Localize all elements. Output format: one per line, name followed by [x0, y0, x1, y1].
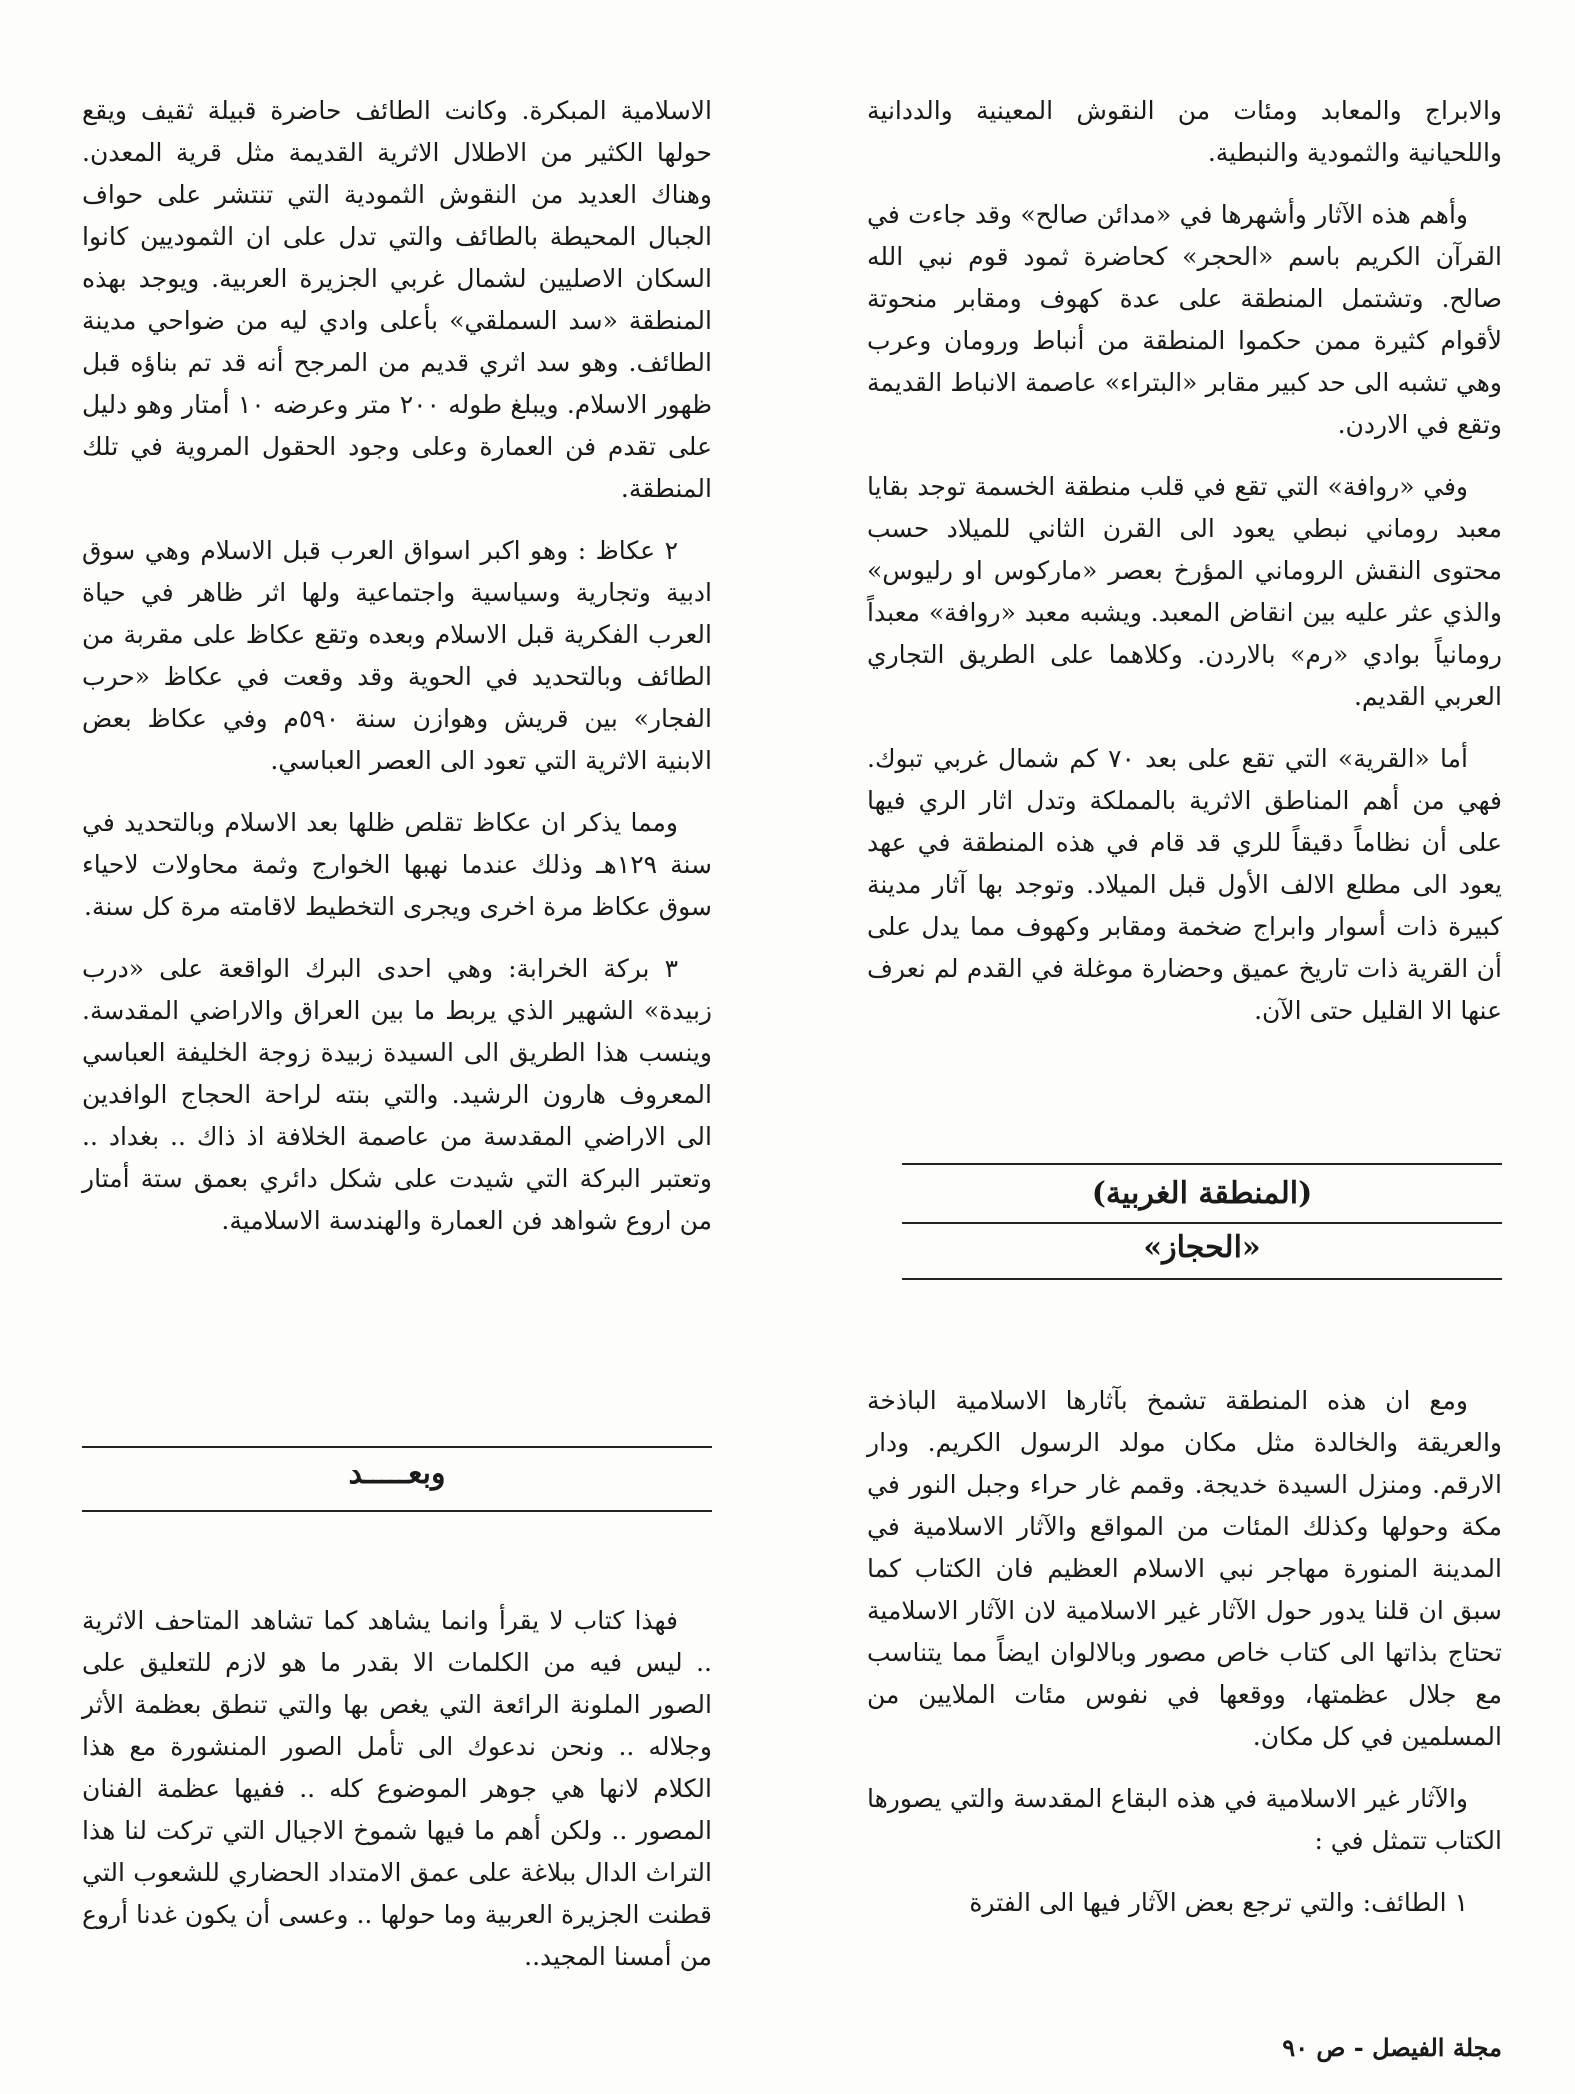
paragraph: ١ الطائف: والتي ترجع بعض الآثار فيها الى الفترة	[969, 1888, 1468, 1917]
paragraph: والابراج والمعابد ومئات من النقوش المعينية والددانية واللحيانية والثمودية والنبطية.	[867, 96, 1502, 167]
paragraph: ومع ان هذه المنطقة تشمخ بآثارها الاسلامية الباذخة والعريقة والخالدة مثل مكان مولد الرسول الكريم. ودار الارقم. ومنزل السيدة خديجة. وقمم غار حراء وجبل النور في مكة وحولها وكذلك المئات من المواقع والآثار الاسلامية في المدينة المنورة مهاجر نبي الاسلام العظيم فان الكتاب كما سبق ان قلنا يدور حول الآثار غير الاسلامية لان الآثار الاسلامية تحتاج بذاتها الى كتاب خاص مصور وبالالوان ايضاً مما يتناسب مع جلال عظمتها، ووقعها في نفوس مئات الملايين من المسلمين في كل مكان.	[867, 1386, 1502, 1751]
paragraph: والآثار غير الاسلامية في هذه البقاع المقدسة والتي يصورها الكتاب تتمثل في :	[867, 1784, 1502, 1855]
section-title: وبعـــــد	[348, 1456, 446, 1491]
section-subtitle: «الحجاز»	[1143, 1230, 1261, 1265]
left-column-top	[82, 90, 712, 1262]
divider	[902, 1163, 1502, 1165]
left-column-bottom	[82, 1600, 712, 1998]
paragraph: ٢ عكاظ : وهو اكبر اسواق العرب قبل الاسلام وهي سوق ادبية وتجارية وسياسية واجتماعية ولها اثر ظاهر في حياة العرب الفكرية قبل الاسلام وبعده وتقع عكاظ على مقربة من الطائف وبالتحديد في الحوية وقد وقعت في عكاظ «حرب الفجار» بين قريش وهوازن سنة ٥٩٠م وفي عكاظ بعض الابنية الاثرية التي تعود الى العصر العباسي.	[82, 536, 712, 775]
right-column-bottom	[867, 1380, 1502, 1944]
paragraph: ٣ بركة الخرابة: وهي احدى البرك الواقعة على «درب زبيدة» الشهير الذي يربط ما بين العراق والاراضي المقدسة. وينسب هذا الطريق الى السيدة زبيدة زوجة الخليفة العباسي المعروف هارون الرشيد. والتي بنته لراحة الحجاج الوافدين الى الاراضي المقدسة من عاصمة الخلافة اذ ذاك .. بغداد .. وتعتبر البركة التي شيدت على شكل دائري بعمق ستة أمتار من اروع شواهد فن العمارة والهندسة الاسلامية.	[82, 954, 712, 1235]
paragraph: وفي «روافة» التي تقع في قلب منطقة الخسمة توجد بقايا معبد روماني نبطي يعود الى القرن الثاني للميلاد حسب محتوى النقش الروماني المؤرخ بعصر «ماركوس او رليوس» والذي عثر عليه بين انقاض المعبد. ويشبه معبد «روافة» معبداً رومانياً بوادي «رم» بالاردن. وكلاهما على الطريق التجاري العربي القديم.	[867, 472, 1502, 711]
section-title: (المنطقة الغربية)	[1091, 1176, 1313, 1211]
divider	[82, 1446, 712, 1448]
right-column-top	[867, 90, 1502, 1052]
divider	[82, 1510, 712, 1512]
paragraph: وأهم هذه الآثار وأشهرها في «مدائن صالح» وقد جاءت في القرآن الكريم باسم «الحجر» كحاضرة ثمود قوم نبي الله صالح. وتشتمل المنطقة على عدة كهوف ومقابر منحوتة لأقوام كثيرة ممن حكموا المنطقة من أنباط ورومان وعرب وهي تشبه الى حد كبير مقابر «البتراء» عاصمة الانباط القديمة وتقع في الاردن.	[867, 200, 1502, 439]
paragraph: ومما يذكر ان عكاظ تقلص ظلها بعد الاسلام وبالتحديد في سنة ١٢٩هـ وذلك عندما نهبها الخوارج وثمة محاولات لاحياء سوق عكاظ مرة اخرى ويجرى التخطيط لاقامته مرة كل سنة.	[82, 808, 712, 921]
paragraph: أما «القرية» التي تقع على بعد ٧٠ كم شمال غربي تبوك. فهي من أهم المناطق الاثرية بالمملكة وتدل اثار الري فيها على أن نظاماً دقيقاً للري قد قام في هذه المنطقة في عهد يعود الى مطلع الالف الأول قبل الميلاد. وتوجد بها آثار مدينة كبيرة ذات أسوار وابراج ضخمة ومقابر وكهوف مما يدل على أن القرية ذات تاريخ عميق وحضارة موغلة في القدم لم نعرف عنها الا القليل حتى الآن.	[867, 744, 1502, 1025]
divider	[902, 1222, 1502, 1224]
paragraph: فهذا كتاب لا يقرأ وانما يشاهد كما تشاهد المتاحف الاثرية .. ليس فيه من الكلمات الا بقدر ما هو لازم للتعليق على الصور الملونة الرائعة التي يغص بها والتي تنطق بعظمة الأثر وجلاله .. ونحن ندعوك الى تأمل الصور المنشورة مع هذا الكلام لانها هي جوهر الموضوع كله .. ففيها عظمة الفنان المصور .. ولكن أهم ما فيها شموخ الاجيال التي تركت لنا هذا التراث الدال ببلاغة على عمق الامتداد الحضاري للشعوب التي قطنت الجزيرة العربية وما حولها .. وعسى أن يكون غدنا أروع من أمسنا المجيد..	[82, 1606, 712, 1971]
paragraph: الاسلامية المبكرة. وكانت الطائف حاضرة قبيلة ثقيف ويقع حولها الكثير من الاطلال الاثرية القديمة مثل قرية المعدن. وهناك العديد من النقوش الثمودية التي تنتشر على حواف الجبال المحيطة بالطائف والتي تدل على ان الثموديين كانوا السكان الاصليين لشمال غربي الجزيرة العربية. ويوجد بهذه المنطقة «سد السملقي» بأعلى وادي ليه من ضواحي مدينة الطائف. وهو سد اثري قديم من المرجح أنه قد تم بناؤه قبل ظهور الاسلام. ويبلغ طوله ٢٠٠ متر وعرضه ١٠ أمتار وهو دليل على تقدم فن العمارة وعلى وجود الحقول المروية في تلك المنطقة.	[82, 96, 713, 503]
page-footer: مجلة الفيصل - ص ٩٠	[1282, 2033, 1502, 2062]
divider	[902, 1278, 1502, 1280]
